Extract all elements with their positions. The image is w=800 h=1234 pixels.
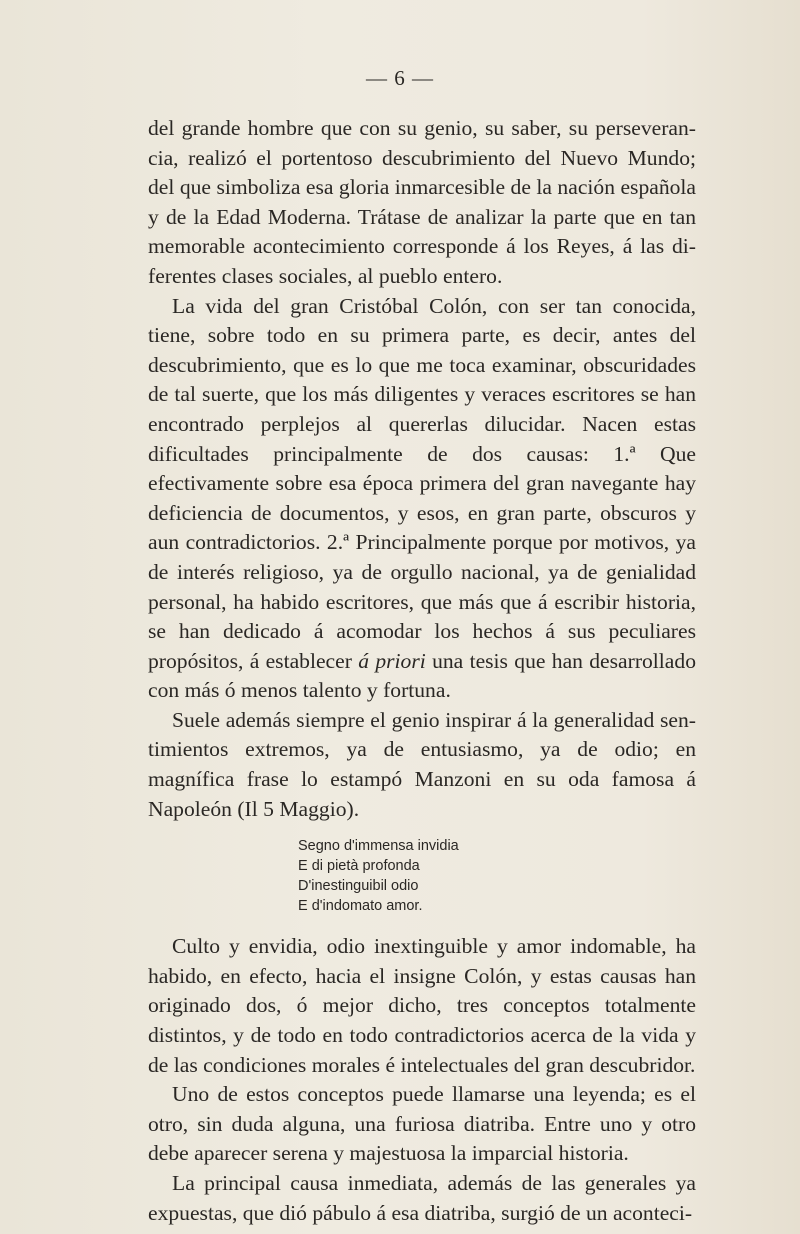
paragraph-2-tail: una tesis que han desarrollado con más ó menos talento y fortuna. [148,648,696,703]
paragraph-3: Suele además siempre el genio inspirar á la generalidad sentimientos extremos, ya de entusiasmo, ya de odio; en magnífica frase lo estampó Manzoni en su oda famosa á Napoleón (Il 5 Maggio). [148,707,696,821]
paragraph-4: Culto y envidia, odio inextinguible y amor indomable, ha habido, en efecto, hacia el insigne Colón, y estas causas han originado dos, ó mejor dicho, tres conceptos totalmente distintos, y de todo en todo contradictorios acerca de la vida y de las condiciones morales é intelectuales del gran descubridor. [148,934,696,1077]
verse-line: Segno d'immensa invidia [298,838,459,855]
paragraph-5: Uno de estos conceptos puede llamarse una leyenda; es el otro, sin duda alguna, una furiosa diatriba. Entre uno y otro debe aparecer serena y majestuosa la imparcial historia. [148,1082,696,1166]
verse-line: E d'indomato amor. [298,898,423,915]
verse-line: D'inestinguibil odio [298,878,419,895]
paragraph-1: del grande hombre que con su genio, su saber, su perseverancia, realizó el portentoso descubrimiento del Nuevo Mundo; del que simboliza esa gloria inmarcesible de la nación española y de la Edad Moderna. Trátase de analizar la parte que en tan memorable acontecimiento corresponde á los Reyes, á las diferentes clases sociales, al pueblo entero. [148,116,696,288]
verse-line: E di pietà profonda [298,858,420,875]
paragraph-2-text: La vida del gran Cristóbal Colón, con ser tan conocida, tiene, sobre todo en su primera parte, es decir, antes del descubrimiento, que es lo que me toca examinar, obscuridades de tal suerte, que los más diligentes y veraces escritores se han encontrado perplejos al quererlas dilucidar. Nacen estas dificultades principalmente de dos causas: 1.ª Que efectivamente sobre esa época primera del gran navegante hay deficiencia de documentos, y esos, en gran parte, obscuros y aun contradictorios. 2.ª Principalmente porque por motivos, ya de interés religioso, ya de orgullo nacional, ya de genialidad personal, ha habido escritores, que más que á escribir historia, se han dedicado á acomodar los hechos á sus peculiares propósitos, á establecer [148,293,696,673]
verse-quote [298,836,696,916]
page-body [148,114,696,1228]
paragraph-2 [148,292,696,706]
paragraph-2-italic: á priori [358,648,426,673]
paragraph-6: La principal causa inmediata, además de las generales ya expuestas, que dió pábulo á esa diatriba, surgió de un aconteci- [148,1171,696,1225]
page-number: — 6 — [366,66,434,90]
